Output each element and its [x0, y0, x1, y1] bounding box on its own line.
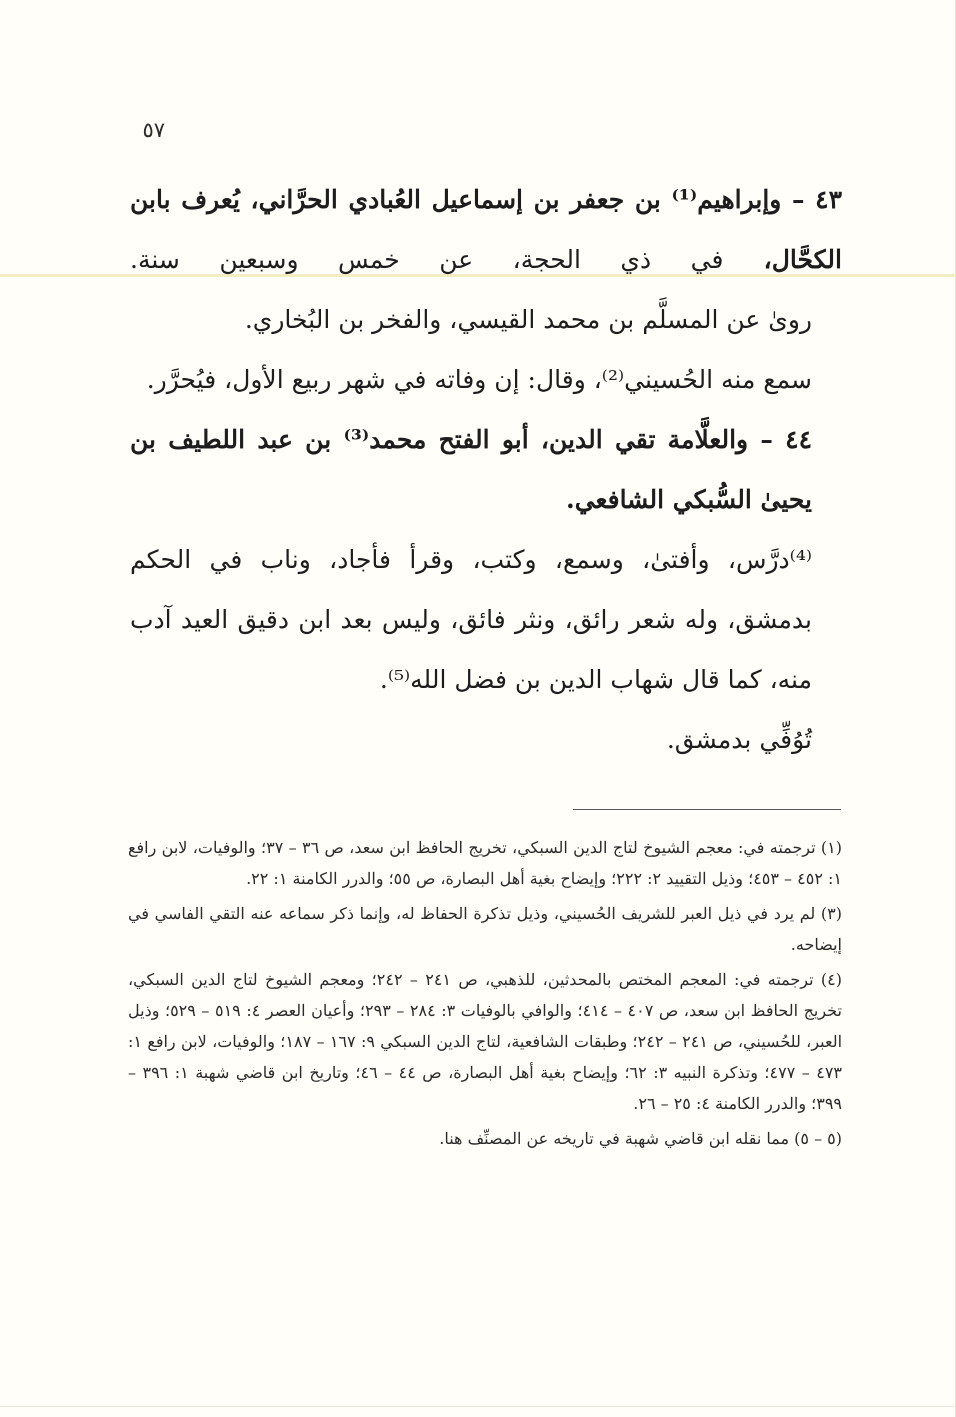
footnote-divider [573, 809, 841, 810]
entry-43-heading [130, 170, 842, 290]
paragraph-heard: سمع منه الحُسيني⁽²⁾، وقال: إن وفاته في شهر ربيع الأول، فيُحرَّر. [146, 365, 812, 394]
footnotes [128, 832, 842, 1158]
page-bottom-edge [0, 1406, 956, 1407]
footnote-4: (٤) ترجمته في: المعجم المختص بالمحدثين، للذهبي، ص ٢٤١ – ٢٤٢؛ ومعجم الشيوخ لتاج الدين السبكي، تخريج الحافظ ابن سعد، ص ٤٠٧ – ٤١٤؛ والوافي بالوفيات ٣: ٢٨٤ – ٢٩٣؛ وأعيان العصر ٤: ٥١٩ – ٥٢٩؛ وذيل العبر، للحُسيني، ص ٢٤١ – ٢٤٢؛ وطبقات الشافعية، لتاج الدين السبكي ٩: ١٦٧ – ١٨٧؛ والوفيات، لابن رافع ١: ٤٧٣ – ٤٧٧؛ وتذكرة النبيه ٣: ٦٢؛ وإيضاح بغية أهل البصارة، ص ٤٤ – ٤٦؛ وتاريخ ابن قاضي شهبة ١: ٣٩٦ – ٣٩٩؛ والدرر الكامنة ٤: ٢٥ – ٢٦. [128, 970, 843, 1113]
footnote-5: (٥ – ٥) مما نقله ابن قاضي شهبة في تاريخه عن المصنِّف هنا. [439, 1129, 842, 1148]
paragraph-biography: ⁽⁴⁾درَّس، وأفتىٰ، وسمع، وكتب، وقرأ فأجاد، وناب في الحكم بدمشق، وله شعر رائق، ونثر فائق، وليس بعد ابن دقيق العيد آدب منه، كما قال شهاب الدين بن فضل الله⁽⁵⁾. [130, 545, 812, 694]
footnote-3: (٣) لم يرد في ذيل العبر للشريف الحُسيني، وذيل تذكرة الحفاظ له، وإنما ذكر سماعه عنه التقي الفاسي في إيضاحه. [128, 904, 842, 954]
paragraph-narrated: روىٰ عن المسلَّم بن محمد القيسي، والفخر بن البُخاري. [244, 305, 812, 334]
paragraph-death: تُوُفِّي بدمشق. [666, 725, 812, 754]
footnote-1: (١) ترجمته في: معجم الشيوخ لتاج الدين السبكي، تخريج الحافظ ابن سعد، ص ٣٦ – ٣٧؛ والوفيات، لابن رافع ١: ٤٥٢ – ٤٥٣؛ وذيل التقييد ٢: ٢٢٢؛ وإيضاح بغية أهل البصارة، ص ٥٥؛ والدرر الكامنة ١: ٢٢. [128, 838, 843, 888]
entry-43-date: في ذي الحجة، عن خمس وسبعين سنة. [130, 245, 724, 274]
entry-43-title: ٤٣ – وإبراهيم⁽¹⁾ بن جعفر بن إسماعيل العُبادي الحرَّاني، يُعرف بابن الكحَّال، [130, 185, 842, 274]
entry-44-heading: ٤٤ – والعلَّامة تقي الدين، أبو الفتح محمد⁽³⁾ بن عبد اللطيف بن يحيىٰ السُّبكي الشافعي. [130, 425, 812, 514]
page-number: ٥٧ [142, 118, 165, 142]
main-text [130, 170, 842, 770]
